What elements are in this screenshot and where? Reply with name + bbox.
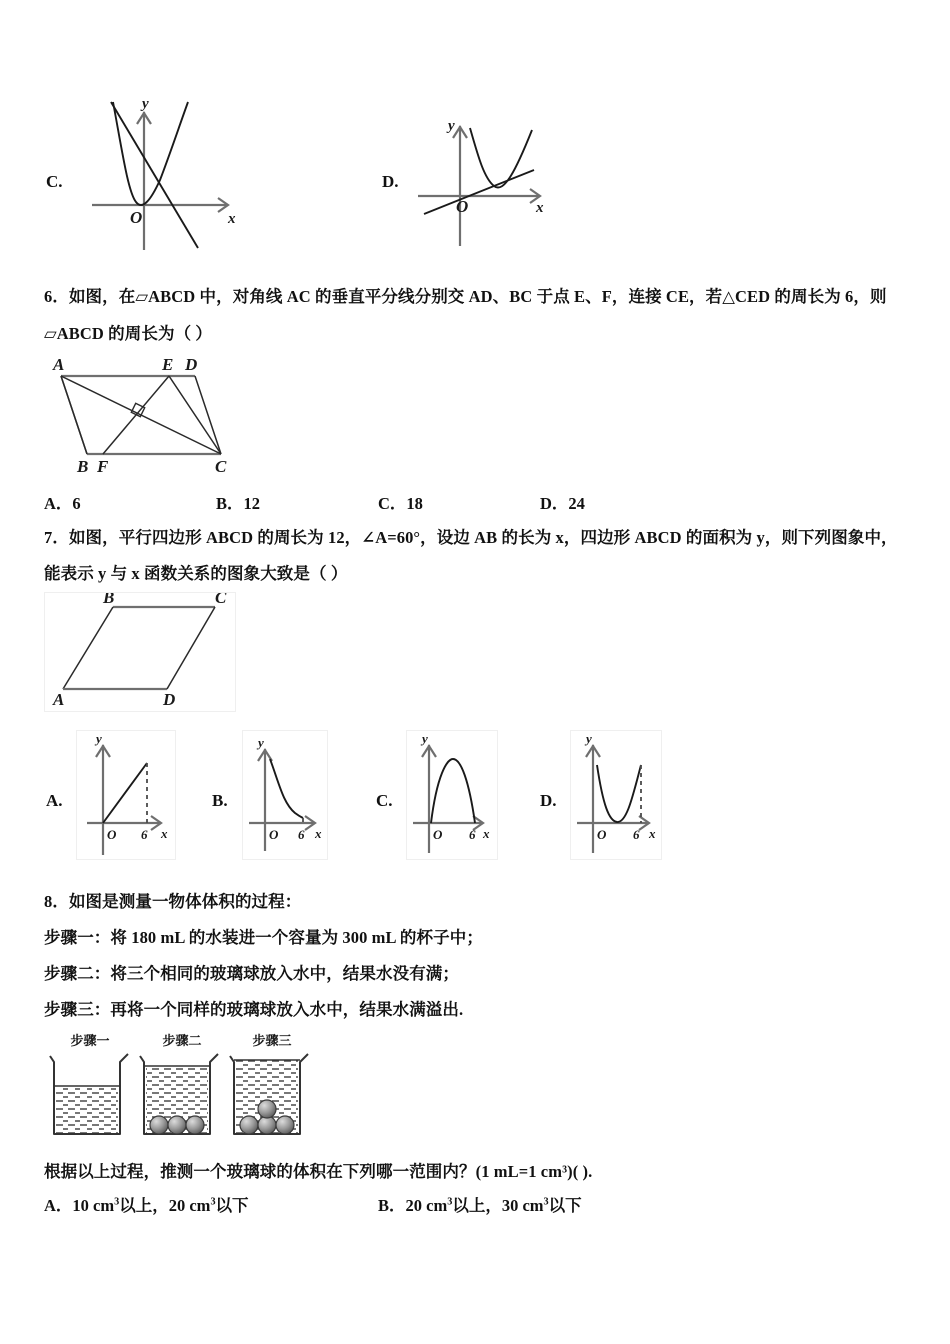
q7-option-c-label: C. <box>376 791 393 810</box>
q7-option-b-graph[interactable] <box>242 730 328 860</box>
q8-opt-b-post: 30 cm <box>501 1196 544 1215</box>
q5-option-c-graph <box>78 80 248 255</box>
q7c-x-label: x <box>483 826 490 841</box>
q7d-tick-6: 6 <box>633 827 640 842</box>
q7a-tick-6: 6 <box>141 827 148 842</box>
q7a-x-label: x <box>161 826 168 841</box>
q8-opt-b-key: B． <box>378 1196 406 1215</box>
q8-opt-a-key: A． <box>44 1196 73 1215</box>
question6-option-c[interactable] <box>378 490 423 514</box>
question8-step1: 步骤一：将 180 mL 的水装进一个容量为 300 mL 的杯子中； <box>44 928 483 947</box>
beaker-3-label: 步骤三 <box>252 1034 292 1049</box>
q7b-tick-6: 6 <box>298 827 305 842</box>
q8-opt-a-sup1: 3 <box>114 1196 120 1208</box>
q6-opt-d-key: D． <box>540 494 569 513</box>
question8-prompt: 根据以上过程，推测一个玻璃球的体积在下列哪一范围内？(1 mL=1 cm³)( ). <box>44 1162 593 1181</box>
q6-opt-c-key: C． <box>378 494 407 513</box>
q6-label-C: C <box>215 457 227 476</box>
beaker-1-label: 步骤一 <box>70 1034 110 1049</box>
q6-opt-b-key: B． <box>216 494 244 513</box>
q8-opt-a-mid: 以上， <box>119 1196 169 1215</box>
q7b-origin-label: O <box>269 827 279 842</box>
q7-option-c-graph[interactable] <box>406 730 498 860</box>
q7-label-D: D <box>163 690 176 709</box>
question7-line1: 7．如图，平行四边形 ABCD 的周长为 12，∠A=60°，设边 AB 的长为 x，四边形 ABCD 的面积为 y，则下列图象中， <box>44 528 898 547</box>
question6-line2: ▱ABCD 的周长为（ ） <box>44 324 212 343</box>
q8-opt-a-post: 20 cm <box>168 1196 211 1215</box>
q8-opt-b-pre: 20 cm <box>405 1196 448 1215</box>
q7a-origin-label: O <box>107 827 117 842</box>
q7-option-d-label: D. <box>540 791 557 810</box>
q5c-x-label: x <box>228 211 236 227</box>
q6-opt-d-value: 24 <box>568 494 585 513</box>
question6-option-b[interactable] <box>216 490 260 514</box>
q8-opt-b-sup1: 3 <box>447 1196 453 1208</box>
question8-option-a[interactable] <box>44 1192 249 1216</box>
q5-option-c-label: C. <box>46 172 63 191</box>
q6-label-D: D <box>185 356 198 374</box>
q7d-x-label: x <box>649 826 656 841</box>
q5d-y-label: y <box>448 118 455 134</box>
question8-step2: 步骤二：将三个相同的玻璃球放入水中，结果水没有满； <box>44 964 459 983</box>
q8-opt-b-sup2: 3 <box>543 1196 549 1208</box>
q6-label-E: E <box>162 356 174 374</box>
q7-option-b-label: B. <box>212 791 228 810</box>
q6-label-B: B <box>77 457 89 476</box>
question8-figure <box>44 1030 314 1145</box>
q7-option-a-label: A. <box>46 791 63 810</box>
q6-opt-a-value: 6 <box>72 494 81 513</box>
q5c-y-label: y <box>142 96 149 112</box>
beaker-2-label: 步骤二 <box>162 1034 202 1049</box>
question8-option-b[interactable] <box>378 1192 582 1216</box>
question6-option-d[interactable] <box>540 490 585 514</box>
q7-option-a-graph[interactable] <box>76 730 176 860</box>
q6-label-A: A <box>53 356 65 374</box>
beaker-1 <box>50 1054 128 1134</box>
q5c-origin-label: O <box>130 208 143 227</box>
beaker-3 <box>230 1054 308 1134</box>
q5d-origin-label: O <box>456 197 469 216</box>
q8-opt-a-tail: 以下 <box>215 1196 249 1215</box>
q7d-origin-label: O <box>597 827 607 842</box>
q7b-y-label: y <box>258 735 264 750</box>
question8-line1: 8．如图是测量一物体体积的过程： <box>44 892 302 911</box>
q8-opt-a-pre: 10 cm <box>72 1196 115 1215</box>
beaker-2 <box>140 1054 218 1134</box>
q7c-origin-label: O <box>433 827 443 842</box>
q7c-y-label: y <box>422 731 428 746</box>
question7-line2: 能表示 y 与 x 函数关系的图象大致是（ ） <box>44 564 348 583</box>
q6-opt-c-value: 18 <box>406 494 423 513</box>
question6-line1: 6．如图，在▱ABCD 中，对角线 AC 的垂直平分线分别交 AD、BC 于点 E、F，连接 CE，若△CED 的周长为 6，则 <box>44 287 887 306</box>
q6-opt-b-value: 12 <box>243 494 261 513</box>
q7-label-A: A <box>53 690 65 709</box>
q8-opt-a-sup2: 3 <box>210 1196 216 1208</box>
q8-opt-b-mid: 以上， <box>452 1196 502 1215</box>
q7-label-C: C <box>215 593 227 607</box>
question6-option-a[interactable] <box>44 490 81 514</box>
q8-opt-b-tail: 以下 <box>548 1196 582 1215</box>
question6-figure <box>44 355 240 475</box>
q7-label-B: B <box>103 593 115 607</box>
q7c-tick-6: 6 <box>469 827 476 842</box>
q7d-y-label: y <box>586 731 592 746</box>
q5-option-d-label: D. <box>382 172 399 191</box>
q5d-x-label: x <box>536 200 544 216</box>
question8-step3: 步骤三：再将一个同样的玻璃球放入水中，结果水满溢出. <box>44 1000 464 1019</box>
question7-figure <box>44 592 236 712</box>
q7a-y-label: y <box>96 731 102 746</box>
q6-opt-a-key: A． <box>44 494 73 513</box>
q7b-x-label: x <box>315 826 322 841</box>
q5-option-d-graph <box>412 108 572 248</box>
q6-label-F: F <box>97 457 109 476</box>
q7-option-d-graph[interactable] <box>570 730 662 860</box>
